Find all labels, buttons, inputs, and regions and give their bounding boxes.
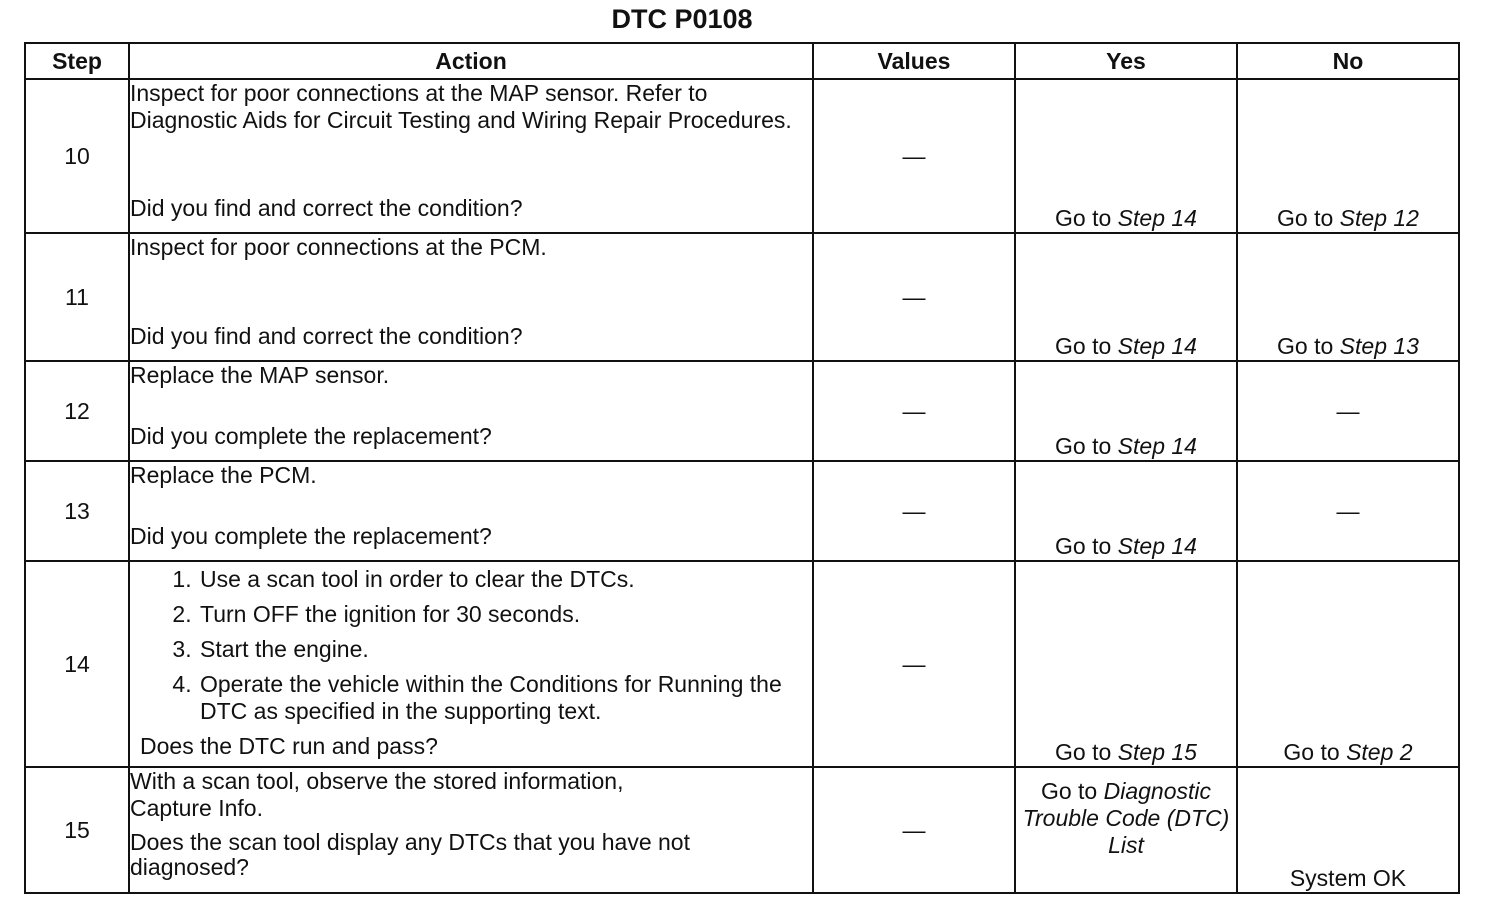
yes-step-ref: Step 15: [1117, 739, 1197, 765]
yes-cell: [1015, 561, 1237, 767]
header-action: Action: [129, 43, 813, 79]
diagnostic-table: [24, 42, 1460, 894]
go-to-label: Go to: [1277, 205, 1334, 231]
table-row: [25, 767, 1459, 893]
action-text: Inspect for poor connections at the MAP sensor. Refer to Diagnostic Aids for Circuit Testing and Wiring Repair Procedures.: [130, 80, 792, 133]
go-to-label: Go to: [1055, 433, 1112, 459]
table-row: [25, 79, 1459, 233]
yes-step-ref: Step 14: [1117, 533, 1197, 559]
action-step: 3. Start the engine.: [198, 636, 812, 663]
question-text: Did you find and correct the condition?: [130, 323, 523, 349]
action-cell: [129, 461, 813, 561]
header-yes: Yes: [1015, 43, 1237, 79]
no-result-cell: System OK: [1237, 767, 1459, 893]
question-text: Does the DTC run and pass?: [140, 733, 438, 759]
no-step-ref: Step 13: [1339, 333, 1419, 359]
yes-step-ref: Step 14: [1117, 205, 1197, 231]
action-step: 4. Operate the vehicle within the Conditions for Running the DTC as specified in the supporting text.: [198, 671, 812, 725]
table-row: [25, 461, 1459, 561]
action-cell: [129, 561, 813, 767]
yes-cell: [1015, 79, 1237, 233]
header-step: Step: [25, 43, 129, 79]
no-step-ref: Step 2: [1346, 739, 1413, 765]
values-cell: —: [813, 767, 1015, 893]
no-step-ref: Step 12: [1339, 205, 1419, 231]
action-step: 1. Use a scan tool in order to clear the DTCs.: [198, 566, 812, 593]
values-cell: —: [813, 561, 1015, 767]
no-cell: —: [1237, 361, 1459, 461]
step-number: 10: [25, 79, 129, 233]
values-cell: —: [813, 461, 1015, 561]
yes-cell: [1015, 461, 1237, 561]
yes-step-ref: Diagnostic Trouble Code (DTC) List: [1022, 778, 1230, 858]
question-text: Did you find and correct the condition?: [130, 195, 523, 221]
no-cell: [1237, 79, 1459, 233]
action-cell: [129, 767, 813, 893]
document-title: DTC P0108: [611, 4, 753, 34]
yes-cell: [1015, 361, 1237, 461]
table-row: [25, 233, 1459, 361]
go-to-label: Go to: [1055, 533, 1112, 559]
action-step: 2. Turn OFF the ignition for 30 seconds.: [198, 601, 812, 628]
yes-step-ref: Step 14: [1117, 433, 1197, 459]
go-to-label: Go to: [1055, 205, 1112, 231]
no-cell: [1237, 561, 1459, 767]
table-row: [25, 361, 1459, 461]
values-cell: —: [813, 79, 1015, 233]
table-row: [25, 561, 1459, 767]
step-number: 11: [25, 233, 129, 361]
no-cell: —: [1237, 461, 1459, 561]
go-to-label: Go to: [1283, 739, 1340, 765]
question-text: Does the scan tool display any DTCs that you have not diagnosed?: [130, 829, 690, 880]
action-cell: [129, 79, 813, 233]
step-number: 12: [25, 361, 129, 461]
go-to-label: Go to: [1055, 333, 1112, 359]
go-to-label: Go to: [1277, 333, 1334, 359]
action-steps-list: [140, 566, 812, 725]
action-text: Replace the PCM.: [130, 462, 317, 488]
question-text: Did you complete the replacement?: [130, 423, 492, 449]
action-cell: [129, 233, 813, 361]
yes-cell: [1015, 767, 1237, 893]
yes-step-ref: Step 14: [1117, 333, 1197, 359]
action-text: With a scan tool, observe the stored information, Capture Info.: [130, 768, 624, 821]
header-values: Values: [813, 43, 1015, 79]
go-to-label: Go to: [1055, 739, 1112, 765]
yes-cell: [1015, 233, 1237, 361]
action-text: Replace the MAP sensor.: [130, 362, 390, 388]
table-header-row: [25, 43, 1459, 79]
step-number: 13: [25, 461, 129, 561]
values-cell: —: [813, 361, 1015, 461]
step-number: 14: [25, 561, 129, 767]
values-cell: —: [813, 233, 1015, 361]
action-text: Inspect for poor connections at the PCM.: [130, 234, 547, 260]
no-cell: [1237, 233, 1459, 361]
question-text: Did you complete the replacement?: [130, 523, 492, 549]
action-cell: [129, 361, 813, 461]
header-no: No: [1237, 43, 1459, 79]
go-to-label: Go to: [1040, 778, 1098, 804]
step-number: 15: [25, 767, 129, 893]
